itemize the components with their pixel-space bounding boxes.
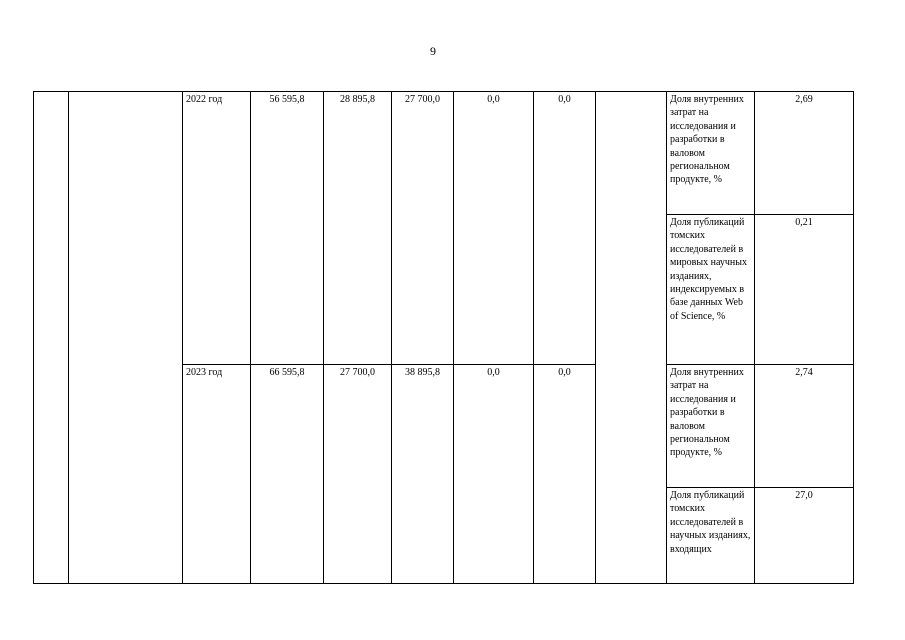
indicator-name-cell: Доля внутренних затрат на исследования и разработки в валовом региональном продукте, % bbox=[667, 365, 755, 488]
program-name-cell bbox=[69, 92, 183, 584]
funding-cell-4: 0,0 bbox=[454, 365, 534, 584]
funding-cell-5: 0,0 bbox=[534, 92, 596, 365]
funding-cell-2: 28 895,8 bbox=[324, 92, 392, 365]
executor-cell bbox=[596, 92, 667, 584]
year-cell: 2023 год bbox=[183, 365, 251, 584]
budget-indicators-table bbox=[33, 91, 854, 584]
indicator-value-cell: 2,74 bbox=[755, 365, 854, 488]
indicator-value-cell: 2,69 bbox=[755, 92, 854, 215]
row-number-cell bbox=[34, 92, 69, 584]
year-cell: 2022 год bbox=[183, 92, 251, 365]
funding-cell-2: 27 700,0 bbox=[324, 365, 392, 584]
total-funding-cell: 66 595,8 bbox=[251, 365, 324, 584]
funding-cell-3: 38 895,8 bbox=[392, 365, 454, 584]
funding-cell-3: 27 700,0 bbox=[392, 92, 454, 365]
funding-cell-5: 0,0 bbox=[534, 365, 596, 584]
funding-cell-4: 0,0 bbox=[454, 92, 534, 365]
indicator-name-cell: Доля публикаций томских исследователей в мировых научных изданиях, индексируемых в базе данных Web of Science, % bbox=[667, 215, 755, 365]
page-number: 9 bbox=[430, 44, 436, 58]
indicator-value-cell: 27,0 bbox=[755, 488, 854, 584]
indicator-name-cell: Доля внутренних затрат на исследования и разработки в валовом региональном продукте, % bbox=[667, 92, 755, 215]
total-funding-cell: 56 595,8 bbox=[251, 92, 324, 365]
indicator-name-cell: Доля публикаций томских исследователей в научных изданиях, входящих bbox=[667, 488, 755, 584]
indicator-value-cell: 0,21 bbox=[755, 215, 854, 365]
table-row bbox=[34, 92, 854, 215]
